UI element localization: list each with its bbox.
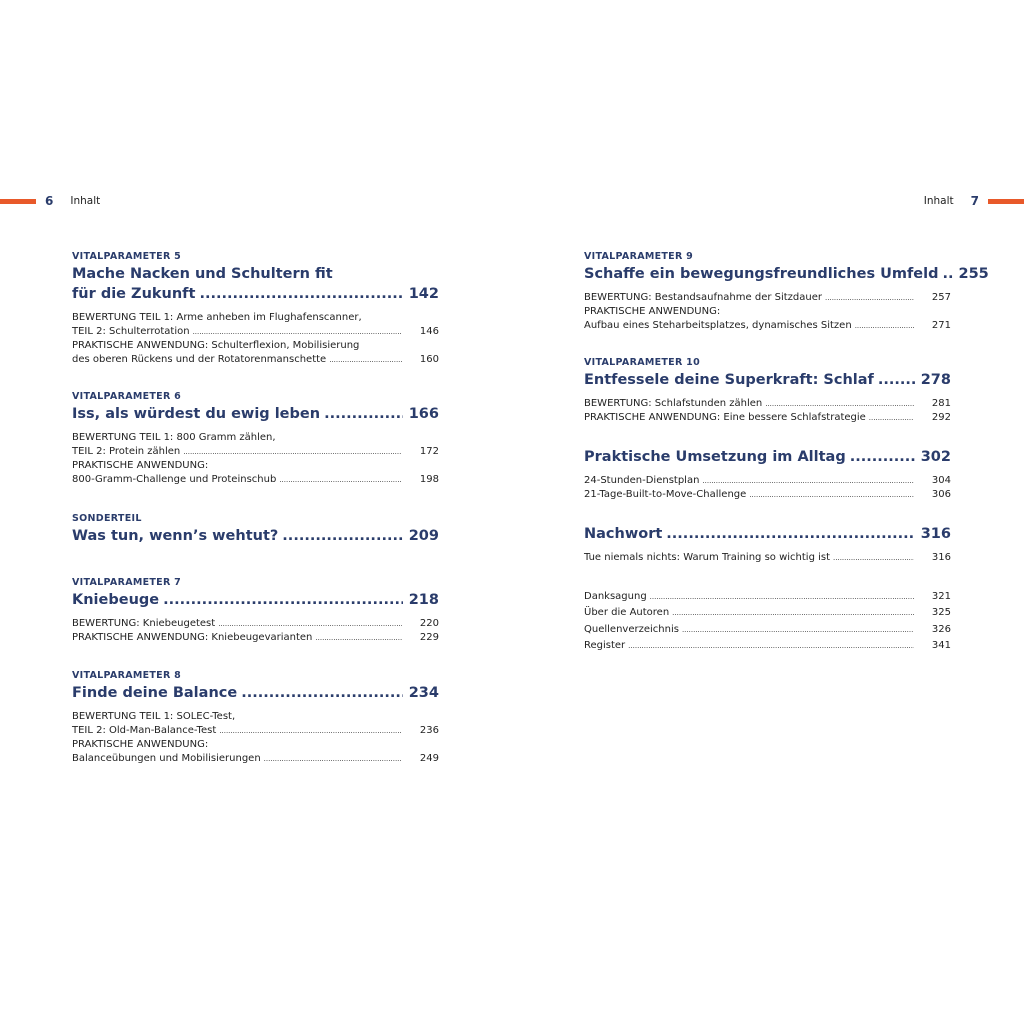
toc-section-vp5 — [72, 250, 439, 367]
toc-entry[interactable] — [72, 724, 439, 738]
dot-leader — [329, 356, 402, 364]
toc-entry-page: 281 — [931, 398, 951, 409]
dot-leader — [183, 448, 402, 456]
toc-section-vp8 — [72, 669, 439, 766]
toc-entry[interactable] — [584, 474, 951, 488]
section-page: 316 — [920, 526, 951, 542]
dot-leader — [702, 477, 914, 485]
accent-bar — [988, 199, 1024, 204]
toc-entry-page: 316 — [931, 552, 951, 563]
toc-entry-text: TEIL 2: Protein zählen — [72, 446, 181, 457]
toc-entry-page: 220 — [419, 618, 439, 629]
right-page-header — [924, 193, 1024, 209]
toc-entry-text: BEWERTUNG TEIL 1: Arme anheben im Flughafenscanner, — [72, 312, 362, 323]
dot-leader — [943, 264, 953, 284]
section-kicker: VITALPARAMETER 8 — [72, 670, 182, 681]
toc-entry-page: 172 — [419, 446, 439, 457]
page-number: 6 — [45, 194, 54, 208]
toc-entry-page: 257 — [931, 292, 951, 303]
dot-leader — [264, 755, 402, 763]
toc-entry-text: BEWERTUNG: Schlafstunden zählen — [584, 398, 763, 409]
toc-entry-text: Register — [584, 639, 626, 651]
section-title-text: Finde deine Balance — [72, 685, 238, 701]
dot-leader — [682, 626, 914, 634]
toc-entry-text: PRAKTISCHE ANWENDUNG: — [584, 306, 721, 317]
toc-entry-page: 321 — [931, 591, 951, 602]
section-kicker: VITALPARAMETER 5 — [72, 251, 182, 262]
toc-entry-text: PRAKTISCHE ANWENDUNG: Eine bessere Schlafstrategie — [584, 412, 866, 423]
toc-section-vp6 — [72, 390, 439, 487]
left-page-header — [0, 193, 100, 209]
dot-leader — [279, 476, 402, 484]
toc-entry-text: Danksagung — [584, 591, 647, 602]
running-title: Inhalt — [70, 195, 101, 207]
toc-section-sonderteil — [72, 512, 439, 546]
toc-entry[interactable] — [584, 488, 951, 502]
section-title-text: Entfessele deine Superkraft: Schlaf — [584, 372, 874, 388]
section-kicker: VITALPARAMETER 6 — [72, 391, 182, 402]
dot-leader — [282, 526, 402, 546]
section-page: 166 — [408, 406, 439, 422]
toc-entries — [584, 474, 951, 502]
toc-entries — [72, 431, 439, 487]
toc-entry[interactable] — [584, 319, 951, 333]
toc-entry[interactable] — [584, 589, 951, 605]
section-page: 209 — [408, 528, 439, 544]
toc-entries — [584, 397, 951, 425]
toc-entry-text: BEWERTUNG TEIL 1: SOLEC-Test, — [72, 711, 236, 722]
dot-leader — [324, 404, 403, 424]
dot-leader — [833, 554, 914, 562]
section-title-text: Kniebeuge — [72, 592, 160, 608]
toc-entry-text: Tue niemals nichts: Warum Training so wichtig ist — [584, 552, 831, 563]
toc-entry-page: 341 — [931, 639, 951, 651]
section-title[interactable] — [584, 447, 951, 467]
section-title[interactable] — [72, 284, 439, 304]
toc-entry-text: TEIL 2: Old-Man-Balance-Test — [72, 725, 217, 736]
section-title-text: Iss, als würdest du ewig leben — [72, 406, 321, 422]
dot-leader — [749, 491, 914, 499]
dot-leader — [315, 634, 402, 642]
toc-section-vp9 — [584, 250, 989, 333]
toc-entry-page: 229 — [419, 632, 439, 643]
page-number: 7 — [970, 194, 979, 208]
accent-bar — [0, 199, 36, 204]
section-title[interactable] — [584, 264, 989, 284]
toc-entry-page: 292 — [931, 412, 951, 423]
toc-entry[interactable] — [584, 551, 951, 565]
toc-entry-text: Aufbau eines Steharbeitsplatzes, dynamisches Sitzen — [584, 320, 852, 331]
toc-entry-text: PRAKTISCHE ANWENDUNG: Kniebeugevarianten — [72, 632, 313, 643]
section-kicker: SONDERTEIL — [72, 513, 142, 524]
section-page: 302 — [920, 449, 951, 465]
toc-entry-text: BEWERTUNG TEIL 1: 800 Gramm zählen, — [72, 432, 276, 443]
toc-entry-page: 160 — [419, 354, 439, 365]
toc-entry-text: TEIL 2: Schulterrotation — [72, 326, 190, 337]
toc-entry[interactable] — [584, 411, 951, 425]
toc-entry-page: 326 — [931, 623, 951, 635]
toc-entries — [72, 311, 439, 367]
toc-section-praxis — [584, 447, 951, 502]
toc-entry-text: 800-Gramm-Challenge und Proteinschub — [72, 474, 277, 485]
toc-entries — [72, 617, 439, 645]
section-title-text: Praktische Umsetzung im Alltag — [584, 449, 846, 465]
section-title[interactable] — [72, 526, 439, 546]
toc-entry[interactable] — [72, 631, 439, 645]
section-title-text: Was tun, wenn’s wehtut? — [72, 528, 279, 544]
dot-leader — [241, 683, 403, 703]
section-page: 234 — [408, 685, 439, 701]
dot-leader — [193, 328, 402, 336]
dot-leader — [628, 642, 914, 650]
toc-entry[interactable] — [72, 617, 439, 631]
toc-entry-page: 198 — [419, 474, 439, 485]
toc-entry-text: Über die Autoren — [584, 607, 670, 619]
dot-leader — [199, 284, 402, 304]
section-title-line: Mache Nacken und Schultern fit — [72, 266, 333, 282]
dot-leader — [650, 593, 914, 601]
toc-entry[interactable] — [584, 397, 951, 411]
toc-entries — [72, 710, 439, 766]
toc-entry[interactable] — [584, 291, 951, 305]
toc-section-vp7 — [72, 576, 439, 645]
toc-entry-text: BEWERTUNG: Bestandsaufnahme der Sitzdauer — [584, 292, 823, 303]
toc-entry[interactable] — [584, 622, 951, 638]
toc-entry-page: 306 — [931, 489, 951, 500]
section-title[interactable] — [72, 404, 439, 424]
toc-entries — [584, 551, 951, 565]
dot-leader — [219, 727, 402, 735]
toc-entry-text: 24-Stunden-Dienstplan — [584, 475, 700, 486]
dot-leader — [672, 609, 914, 617]
dot-leader — [878, 370, 915, 390]
dot-leader — [765, 400, 914, 408]
toc-entry[interactable] — [584, 605, 951, 621]
section-page: 218 — [408, 592, 439, 608]
dot-leader — [850, 447, 915, 467]
toc-entry-page: 146 — [419, 326, 439, 337]
toc-entry[interactable] — [72, 752, 439, 766]
toc-entry[interactable] — [584, 638, 951, 654]
dot-leader — [855, 322, 914, 330]
section-title-text: Nachwort — [584, 526, 663, 542]
toc-entry-text: BEWERTUNG: Kniebeugetest — [72, 618, 216, 629]
section-kicker: VITALPARAMETER 7 — [72, 577, 182, 588]
toc-section-vp10 — [584, 356, 951, 425]
section-title[interactable] — [72, 590, 439, 610]
section-title[interactable] — [72, 683, 439, 703]
toc-backmatter — [584, 589, 951, 654]
section-page: 255 — [958, 266, 989, 282]
toc-entry-text: 21-Tage-Built-to-Move-Challenge — [584, 489, 747, 500]
toc-entry-text: Quellenverzeichnis — [584, 623, 679, 635]
dot-leader — [163, 590, 403, 610]
toc-entry[interactable] — [72, 353, 439, 367]
section-title[interactable] — [584, 370, 951, 390]
toc-entry[interactable] — [72, 325, 439, 339]
section-title-text: Schaffe ein bewegungsfreundliches Umfeld — [584, 266, 939, 282]
dot-leader — [869, 414, 914, 422]
toc-entry-page: 236 — [419, 725, 439, 736]
section-page: 142 — [408, 286, 439, 302]
dot-leader — [825, 294, 914, 302]
toc-entry-page: 271 — [931, 320, 951, 331]
toc-entry-page: 249 — [419, 753, 439, 764]
toc-entry[interactable] — [72, 473, 439, 487]
section-title-text: für die Zukunft — [72, 286, 196, 302]
section-page: 278 — [920, 372, 951, 388]
dot-leader — [666, 524, 914, 544]
toc-entry[interactable] — [72, 445, 439, 459]
running-title: Inhalt — [923, 195, 954, 207]
toc-entry-text: PRAKTISCHE ANWENDUNG: Schulterflexion, Mobilisierung — [72, 340, 360, 351]
toc-entry-text: PRAKTISCHE ANWENDUNG: — [72, 460, 209, 471]
toc-entry-text: Balanceübungen und Mobilisierungen — [72, 753, 261, 764]
toc-entry-page: 325 — [931, 607, 951, 619]
toc-entry-text: PRAKTISCHE ANWENDUNG: — [72, 739, 209, 750]
section-kicker: VITALPARAMETER 10 — [584, 357, 701, 368]
toc-entry-text: des oberen Rückens und der Rotatorenmanschette — [72, 354, 327, 365]
dot-leader — [218, 620, 402, 628]
toc-entries — [584, 291, 951, 333]
toc-section-nachwort — [584, 524, 951, 565]
toc-entry-page: 304 — [931, 475, 951, 486]
section-title[interactable] — [584, 524, 951, 544]
section-kicker: VITALPARAMETER 9 — [584, 251, 694, 262]
